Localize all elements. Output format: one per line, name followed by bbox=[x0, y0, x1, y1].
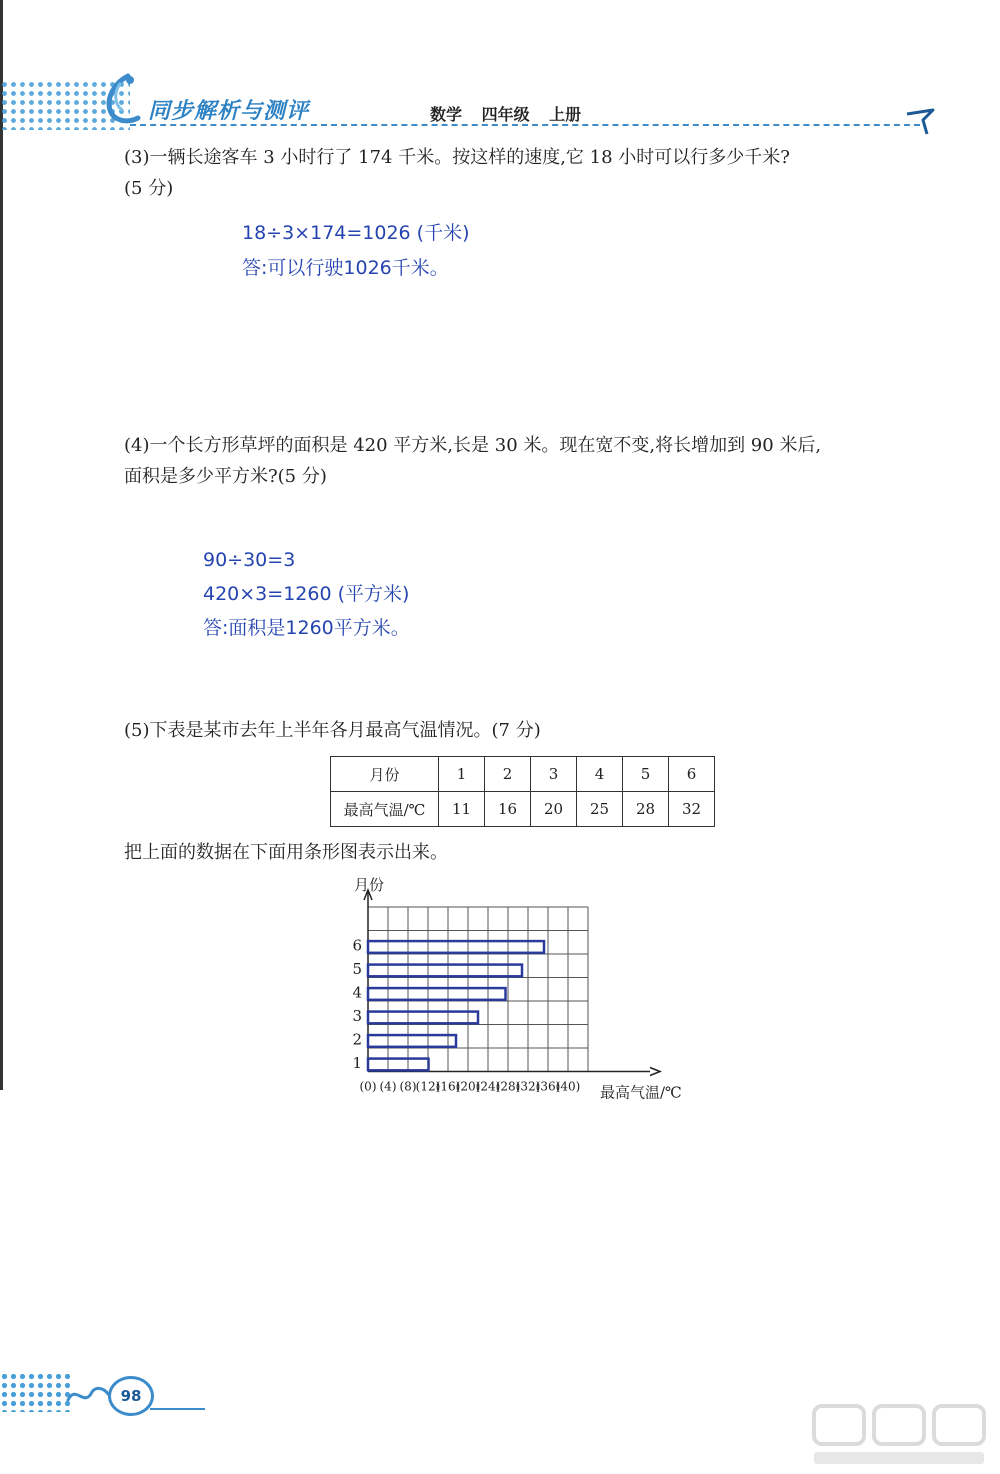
swirl-logo-icon bbox=[98, 72, 146, 128]
x-tick-label: (40) bbox=[555, 1079, 581, 1094]
x-axis-arrow bbox=[650, 1068, 660, 1076]
footer-dots-decoration bbox=[0, 1372, 70, 1412]
bar bbox=[368, 1035, 456, 1047]
subject-grade-label: 数学 四年级 上册 bbox=[430, 105, 582, 124]
table-cell: 6 bbox=[669, 757, 715, 792]
watermark-logo-icon bbox=[806, 1400, 996, 1470]
table-cell: 4 bbox=[577, 757, 623, 792]
squiggle-decoration-icon bbox=[64, 1380, 112, 1410]
question-5-text: (5)下表是某市去年上半年各月最高气温情况。(7 分) bbox=[124, 720, 541, 741]
y-tick-label: 1 bbox=[352, 1053, 362, 1072]
table-cell: 28 bbox=[623, 792, 669, 827]
table-cell: 16 bbox=[485, 792, 531, 827]
x-tick-label: (20) bbox=[455, 1079, 481, 1094]
question-3-score: (5 分) bbox=[124, 178, 174, 199]
question-4-text: (4)一个长方形草坪的面积是 420 平方米,长是 30 米。现在宽不变,将长增加到 90 米后, bbox=[124, 435, 822, 456]
x-tick-label: (24) bbox=[475, 1079, 501, 1094]
table-header-month: 月份 bbox=[331, 757, 439, 792]
table-header-temperature: 最高气温/℃ bbox=[331, 792, 439, 827]
x-tick-label: (12) bbox=[415, 1079, 441, 1094]
brand-title: 同步解析与测评 bbox=[148, 99, 310, 124]
table-cell: 32 bbox=[669, 792, 715, 827]
x-tick-label: (36) bbox=[535, 1079, 561, 1094]
x-tick-label: (4) bbox=[379, 1079, 397, 1094]
x-tick-label: (0) bbox=[359, 1079, 377, 1094]
bar bbox=[368, 965, 522, 977]
x-tick-label: (28) bbox=[495, 1079, 521, 1094]
y-axis-label: 月份 bbox=[354, 876, 385, 894]
temperature-bar-chart bbox=[340, 870, 700, 1100]
table-row-temps bbox=[331, 792, 715, 827]
y-tick-label: 5 bbox=[352, 959, 362, 978]
x-tick-label: (16) bbox=[435, 1079, 461, 1094]
y-tick-label: 2 bbox=[352, 1030, 362, 1049]
x-axis-label: 最高气温/℃ bbox=[600, 1083, 682, 1100]
x-tick-label: (8) bbox=[399, 1079, 417, 1094]
table-cell: 11 bbox=[439, 792, 485, 827]
y-tick-label: 4 bbox=[352, 983, 362, 1002]
table-row-months bbox=[331, 757, 715, 792]
answer-4-statement: 答:面积是1260平方米。 bbox=[203, 617, 410, 639]
question-3-text: (3)一辆长途客车 3 小时行了 174 千米。按这样的速度,它 18 小时可以行多少千米? bbox=[124, 147, 790, 168]
chart-instruction: 把上面的数据在下面用条形图表示出来。 bbox=[124, 842, 448, 863]
page-header bbox=[0, 70, 1000, 140]
pennant-icon bbox=[905, 108, 935, 136]
temperature-table bbox=[330, 756, 715, 827]
footer-line bbox=[150, 1408, 205, 1410]
table-cell: 2 bbox=[485, 757, 531, 792]
bar bbox=[368, 1059, 429, 1071]
answer-4-step1: 90÷30=3 bbox=[203, 549, 296, 571]
bar bbox=[368, 1012, 478, 1024]
table-cell: 20 bbox=[531, 792, 577, 827]
bar bbox=[368, 941, 544, 953]
y-tick-label: 6 bbox=[352, 936, 362, 955]
page-edge bbox=[0, 0, 3, 1090]
question-4-text-line2: 面积是多少平方米?(5 分) bbox=[124, 466, 327, 487]
table-cell: 1 bbox=[439, 757, 485, 792]
answer-3-equation: 18÷3×174=1026 (千米) bbox=[242, 222, 470, 244]
answer-3-statement: 答:可以行驶1026千米。 bbox=[242, 257, 449, 279]
x-tick-label: (32) bbox=[515, 1079, 541, 1094]
page-number: 98 bbox=[108, 1376, 154, 1416]
y-tick-label: 3 bbox=[352, 1006, 362, 1025]
table-cell: 3 bbox=[531, 757, 577, 792]
header-divider bbox=[130, 124, 920, 126]
answer-4-step2: 420×3=1260 (平方米) bbox=[203, 583, 410, 605]
table-cell: 25 bbox=[577, 792, 623, 827]
table-cell: 5 bbox=[623, 757, 669, 792]
bar bbox=[368, 988, 506, 1000]
